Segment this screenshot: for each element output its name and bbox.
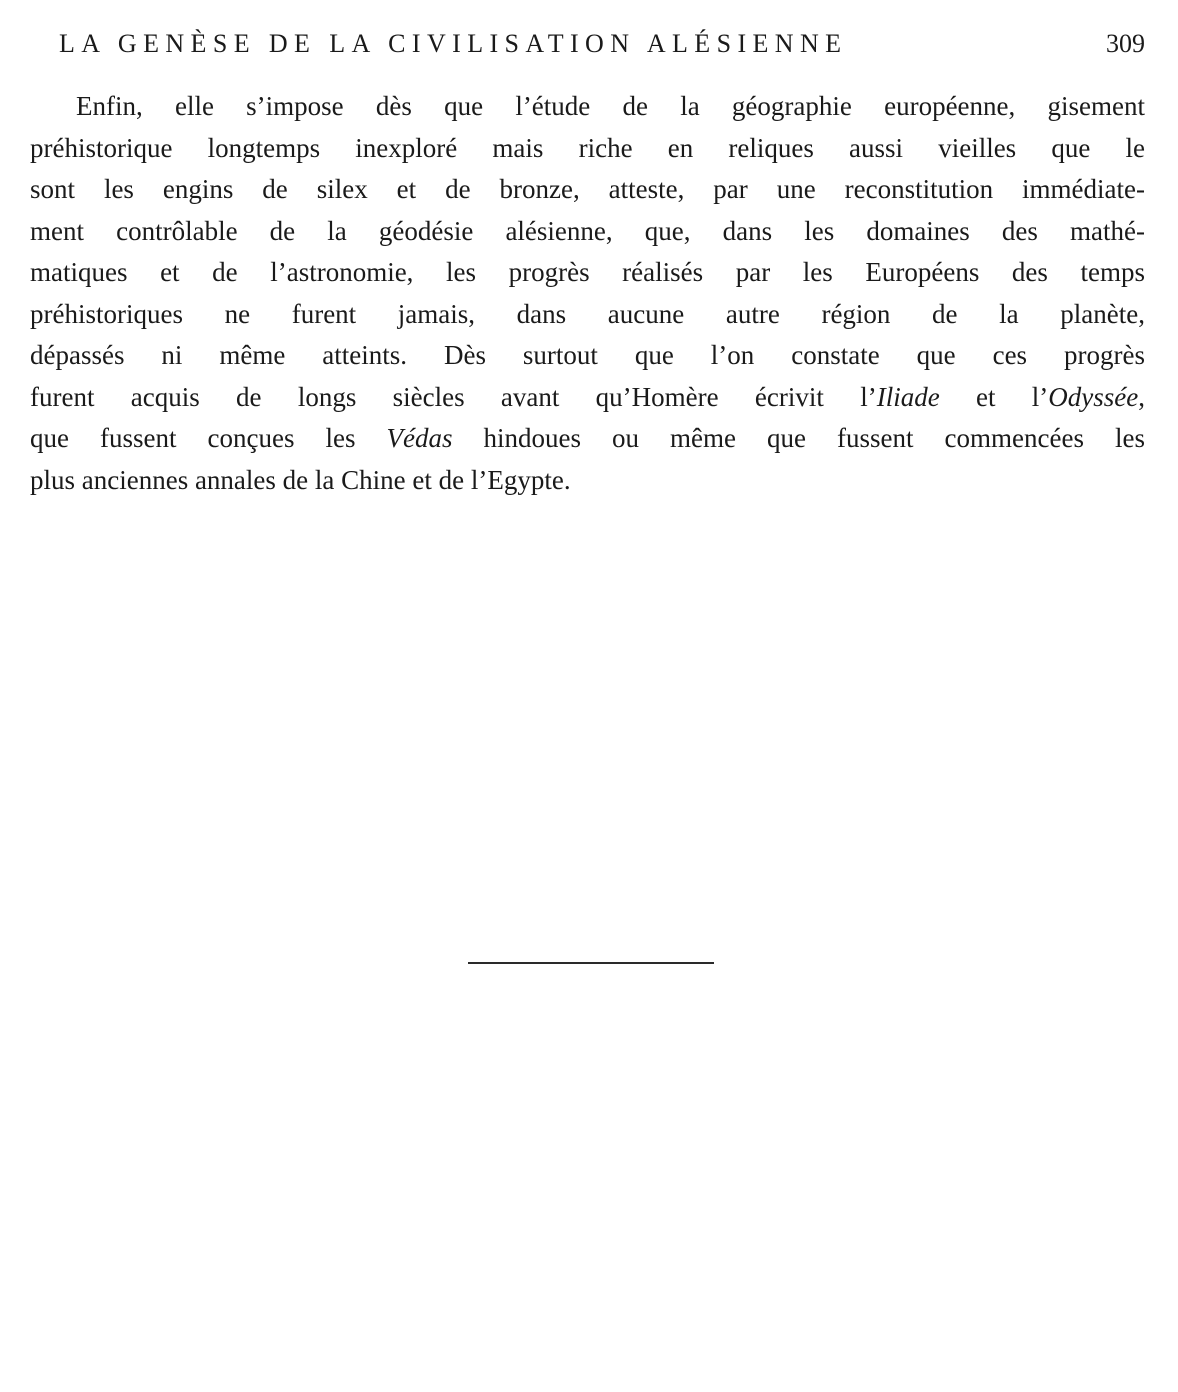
text-line: sont les engins de silex et de bronze, atteste, par une reconstitution immédiate- — [30, 174, 1145, 204]
text-line: plus anciennes annales de la Chine et de l’Egypte. — [30, 464, 571, 495]
text-run: hindoues ou même que fussent commencées les — [452, 423, 1145, 453]
italic-title-iliade: Iliade — [876, 381, 940, 412]
running-head — [59, 24, 1145, 64]
page-number: 309 — [1106, 29, 1145, 58]
italic-title-odyssee: Odyssée — [1048, 381, 1139, 412]
italic-title-vedas: Védas — [386, 423, 453, 453]
text-line: préhistoriques ne furent jamais, dans aucune autre région de la planète, — [30, 298, 1145, 329]
text-line: matiques et de l’astronomie, les progrès réalisés par les Européens des temps — [30, 257, 1145, 287]
text-line: ment contrôlable de la géodésie alésienne, que, dans les domaines des mathé- — [30, 215, 1145, 246]
text-line: dépassés ni même atteints. Dès surtout que l’on constate que ces progrès — [30, 340, 1145, 370]
text-line: Enfin, elle s’impose dès que l’étude de la géographie européenne, gisement — [76, 91, 1145, 121]
running-title: LA GENÈSE DE LA CIVILISATION ALÉSIENNE — [59, 29, 848, 58]
text-run: furent acquis de longs siècles avant qu’Homère écrivit l’ — [30, 381, 877, 412]
chapter-end-rule — [468, 962, 714, 964]
text-run: et l’ — [939, 381, 1049, 412]
text-line — [30, 377, 1145, 419]
text-run: , — [1138, 381, 1145, 412]
body-paragraph — [30, 86, 1145, 501]
text-line — [30, 418, 1145, 460]
text-line: préhistorique longtemps inexploré mais riche en reliques aussi vieilles que le — [30, 132, 1145, 163]
text-run: que fussent conçues les — [30, 423, 387, 453]
